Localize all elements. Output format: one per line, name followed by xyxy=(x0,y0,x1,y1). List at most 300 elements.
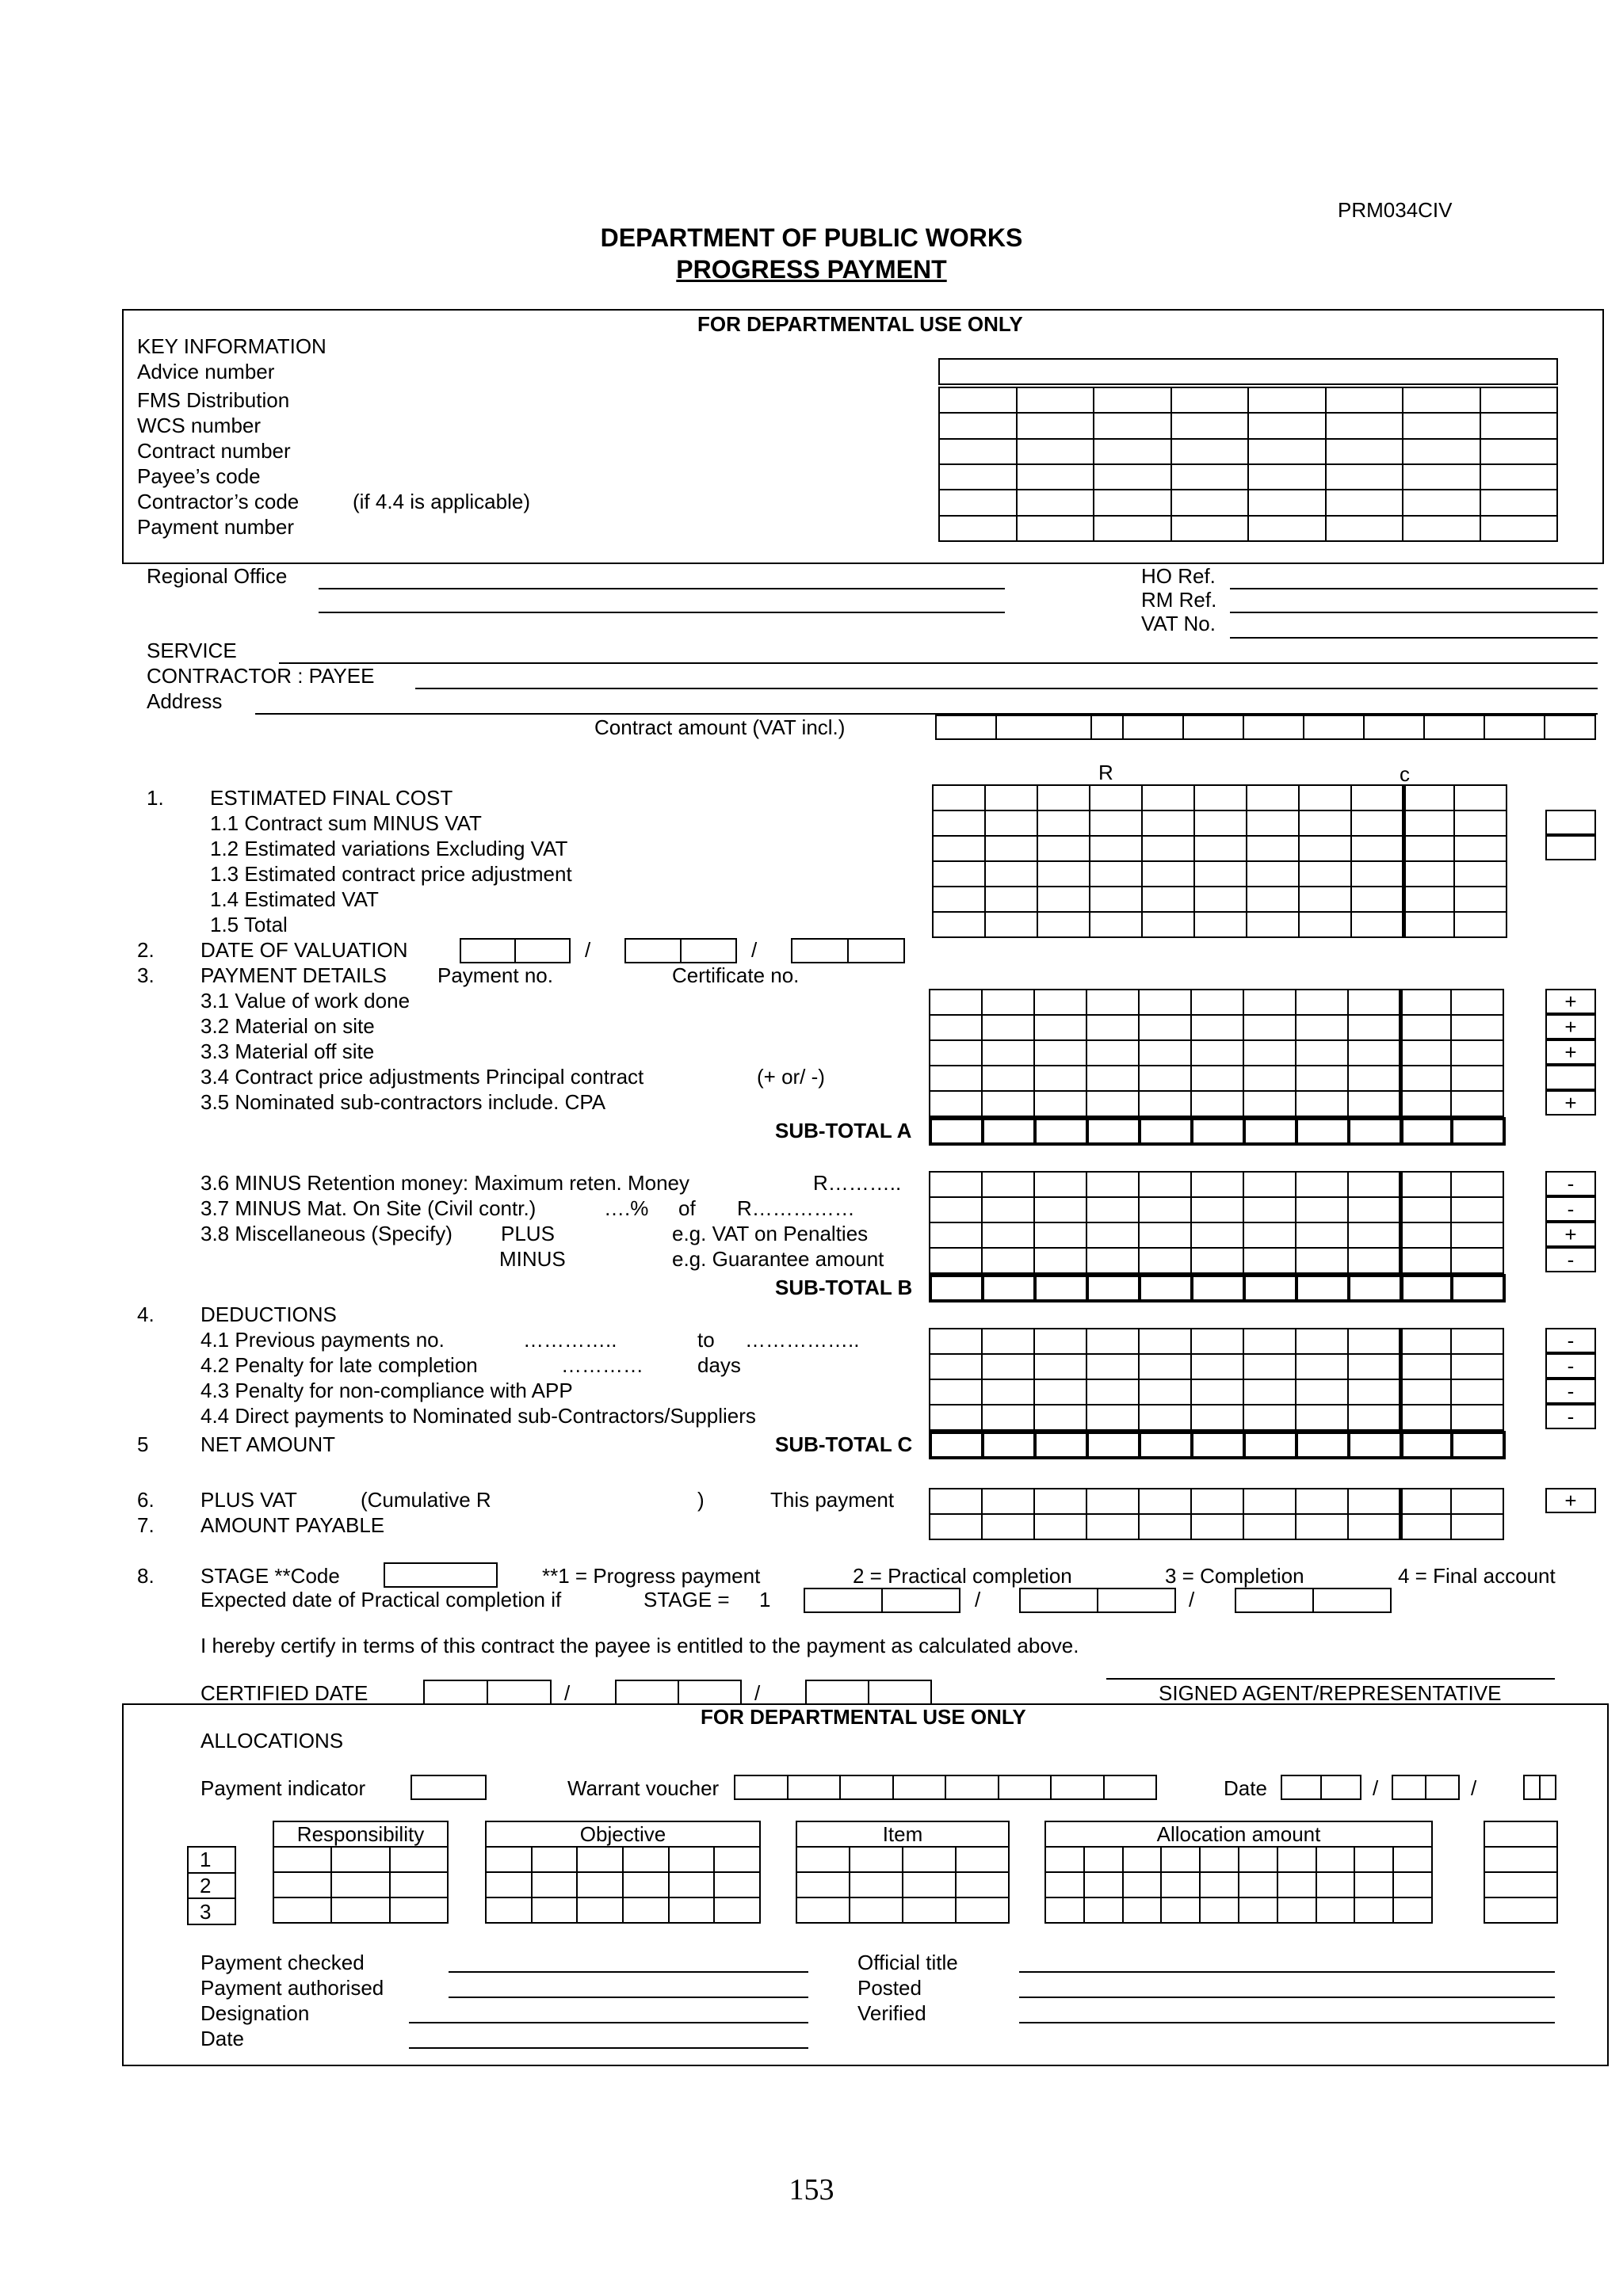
amount-cell[interactable] xyxy=(930,990,982,1015)
amount-cell[interactable] xyxy=(1034,1248,1086,1273)
allocation-cell[interactable] xyxy=(331,1872,389,1897)
amount-cell[interactable] xyxy=(1037,785,1090,810)
amount-cell[interactable] xyxy=(1452,1432,1504,1458)
amount-cell[interactable] xyxy=(1451,990,1503,1015)
allocation-cell[interactable] xyxy=(1316,1872,1355,1897)
allocation-cell[interactable] xyxy=(1161,1847,1200,1872)
amount-cell[interactable] xyxy=(930,1405,982,1430)
amount-cell[interactable] xyxy=(1243,1091,1296,1116)
allocation-cell[interactable] xyxy=(903,1847,956,1872)
amount-cell[interactable] xyxy=(1086,1329,1139,1354)
allocation-cell[interactable] xyxy=(1354,1897,1393,1923)
amount-cell[interactable] xyxy=(1451,1489,1503,1514)
amount-cell[interactable] xyxy=(1191,1248,1243,1273)
amount-cell[interactable] xyxy=(930,1119,983,1144)
amount-cell[interactable] xyxy=(1034,1514,1086,1539)
amount-cell[interactable] xyxy=(1034,990,1086,1015)
amount-cell[interactable] xyxy=(1247,810,1299,836)
amount-cell[interactable] xyxy=(933,836,985,861)
amount-cell[interactable] xyxy=(982,1248,1034,1273)
allocation-cell[interactable] xyxy=(623,1872,669,1897)
allocation-cell[interactable] xyxy=(1277,1897,1316,1923)
amount-cell[interactable] xyxy=(1451,1197,1503,1222)
amount-cell[interactable] xyxy=(1037,912,1090,937)
valuation-year-field[interactable] xyxy=(460,938,571,963)
allocation-cell[interactable] xyxy=(331,1847,389,1872)
allocation-amount-grid[interactable] xyxy=(1044,1846,1433,1924)
amount-cell[interactable] xyxy=(1191,1354,1243,1379)
amount-cell[interactable] xyxy=(1400,990,1451,1015)
amount-cell[interactable] xyxy=(1243,1514,1296,1539)
amount-cell[interactable] xyxy=(1086,1354,1139,1379)
allocation-cell[interactable] xyxy=(532,1897,578,1923)
amount-cell[interactable] xyxy=(1348,1489,1400,1514)
allocation-cell[interactable] xyxy=(390,1872,448,1897)
amount-cell[interactable] xyxy=(1451,1405,1503,1430)
amount-cell[interactable] xyxy=(982,1329,1034,1354)
amount-cell[interactable] xyxy=(1403,861,1454,887)
allocation-cell[interactable] xyxy=(669,1847,715,1872)
amount-cell[interactable] xyxy=(982,1405,1034,1430)
signature-line[interactable] xyxy=(1106,1678,1555,1680)
amount-cell[interactable] xyxy=(1348,1066,1400,1091)
amount-cell[interactable] xyxy=(1037,810,1090,836)
allocation-cell[interactable] xyxy=(390,1847,448,1872)
advice-number-field[interactable] xyxy=(938,358,1558,385)
amount-cell[interactable] xyxy=(1034,1197,1086,1222)
allocation-cell[interactable] xyxy=(903,1897,956,1923)
amount-cell[interactable] xyxy=(1191,1489,1243,1514)
certified-year-field[interactable] xyxy=(423,1680,552,1705)
amount-cell[interactable] xyxy=(1247,836,1299,861)
allocation-cell[interactable] xyxy=(331,1897,389,1923)
amount-cell[interactable] xyxy=(1401,1276,1452,1301)
amount-cell[interactable] xyxy=(1192,1276,1244,1301)
amount-cell[interactable] xyxy=(1403,785,1454,810)
amount-cell[interactable] xyxy=(1400,1248,1451,1273)
amount-cell[interactable] xyxy=(1299,810,1351,836)
amount-cell[interactable] xyxy=(1086,1489,1139,1514)
vat-no-field[interactable] xyxy=(1230,637,1598,639)
amount-cell[interactable] xyxy=(930,1222,982,1248)
amount-cell[interactable] xyxy=(1139,1354,1191,1379)
amount-cell[interactable] xyxy=(1403,887,1454,912)
amount-cell[interactable] xyxy=(1140,1276,1192,1301)
amount-cell[interactable] xyxy=(1034,1489,1086,1514)
amount-cell[interactable] xyxy=(1194,810,1247,836)
amount-cell[interactable] xyxy=(1299,861,1351,887)
amount-cell[interactable] xyxy=(1142,861,1194,887)
amount-cell[interactable] xyxy=(1451,1248,1503,1273)
amount-cell[interactable] xyxy=(1400,1489,1451,1514)
amount-cell[interactable] xyxy=(1140,1119,1192,1144)
amount-cell[interactable] xyxy=(982,1066,1034,1091)
amount-cell[interactable] xyxy=(1142,785,1194,810)
amount-cell[interactable] xyxy=(1296,1489,1348,1514)
amount-cell[interactable] xyxy=(1351,912,1403,937)
designation-field[interactable] xyxy=(409,2022,808,2023)
amount-cell[interactable] xyxy=(1194,912,1247,937)
amount-cell[interactable] xyxy=(1400,1172,1451,1197)
allocation-cell[interactable] xyxy=(850,1872,903,1897)
allocation-cell[interactable] xyxy=(1084,1847,1123,1872)
amount-cell[interactable] xyxy=(930,1276,983,1301)
extra-grid[interactable] xyxy=(1484,1846,1558,1924)
allocation-cell[interactable] xyxy=(1277,1847,1316,1872)
certified-day-field[interactable] xyxy=(805,1680,932,1705)
amount-cell[interactable] xyxy=(1451,1040,1503,1066)
allocation-cell[interactable] xyxy=(1200,1847,1239,1872)
responsibility-grid[interactable] xyxy=(273,1846,449,1924)
amount-cell[interactable] xyxy=(1086,1379,1139,1405)
amount-cell[interactable] xyxy=(1454,861,1507,887)
amount-cell[interactable] xyxy=(1451,1091,1503,1116)
amount-cell[interactable] xyxy=(985,887,1037,912)
amount-cell[interactable] xyxy=(1348,1091,1400,1116)
amount-cell[interactable] xyxy=(1454,887,1507,912)
amount-cell[interactable] xyxy=(1139,1015,1191,1040)
s4-amount-grid[interactable] xyxy=(929,1328,1504,1431)
amount-cell[interactable] xyxy=(1296,1172,1348,1197)
allocation-cell[interactable] xyxy=(1123,1847,1162,1872)
amount-cell[interactable] xyxy=(1243,1172,1296,1197)
amount-cell[interactable] xyxy=(1243,1015,1296,1040)
amount-cell[interactable] xyxy=(1296,1405,1348,1430)
amount-cell[interactable] xyxy=(1090,836,1142,861)
amount-cell[interactable] xyxy=(1400,1091,1451,1116)
amount-cell[interactable] xyxy=(1243,1040,1296,1066)
amount-cell[interactable] xyxy=(1034,1329,1086,1354)
amount-cell[interactable] xyxy=(1034,1015,1086,1040)
amount-cell[interactable] xyxy=(930,1040,982,1066)
amount-cell[interactable] xyxy=(1090,810,1142,836)
amount-cell[interactable] xyxy=(1401,1119,1452,1144)
amount-cell[interactable] xyxy=(1296,1329,1348,1354)
amount-cell[interactable] xyxy=(1139,1066,1191,1091)
allocation-cell[interactable] xyxy=(532,1847,578,1872)
amount-cell[interactable] xyxy=(1349,1119,1401,1144)
amount-cell[interactable] xyxy=(930,1197,982,1222)
amount-cell[interactable] xyxy=(1086,1197,1139,1222)
amount-cell[interactable] xyxy=(1037,887,1090,912)
s6-s7-amount-grid[interactable] xyxy=(929,1488,1504,1540)
amount-cell[interactable] xyxy=(1139,1514,1191,1539)
amount-cell[interactable] xyxy=(1451,1514,1503,1539)
amount-cell[interactable] xyxy=(1451,1354,1503,1379)
amount-cell[interactable] xyxy=(1296,1432,1349,1458)
amount-cell[interactable] xyxy=(1191,1222,1243,1248)
amount-cell[interactable] xyxy=(1454,785,1507,810)
allocation-cell[interactable] xyxy=(850,1847,903,1872)
allocation-cell[interactable] xyxy=(1393,1897,1432,1923)
allocation-cell[interactable] xyxy=(486,1872,532,1897)
amount-cell[interactable] xyxy=(1139,1091,1191,1116)
stage-code-field[interactable] xyxy=(384,1562,498,1588)
amount-cell[interactable] xyxy=(1086,1405,1139,1430)
amount-cell[interactable] xyxy=(985,861,1037,887)
allocation-cell[interactable] xyxy=(1316,1897,1355,1923)
amount-cell[interactable] xyxy=(1191,1066,1243,1091)
expected-year-field[interactable] xyxy=(804,1588,960,1613)
allocation-cell[interactable] xyxy=(956,1872,1009,1897)
amount-cell[interactable] xyxy=(985,836,1037,861)
amount-cell[interactable] xyxy=(1243,1248,1296,1273)
subtotal-c-grid[interactable] xyxy=(929,1431,1506,1459)
amount-cell[interactable] xyxy=(1296,1091,1348,1116)
amount-cell[interactable] xyxy=(1400,1379,1451,1405)
amount-cell[interactable] xyxy=(1243,1197,1296,1222)
rm-ref-field[interactable] xyxy=(1230,612,1598,613)
amount-cell[interactable] xyxy=(1037,861,1090,887)
allocation-cell[interactable] xyxy=(1393,1847,1432,1872)
amount-cell[interactable] xyxy=(1139,1197,1191,1222)
amount-cell[interactable] xyxy=(1348,1248,1400,1273)
amount-cell[interactable] xyxy=(983,1119,1035,1144)
amount-cell[interactable] xyxy=(1296,1066,1348,1091)
allocation-cell[interactable] xyxy=(577,1847,623,1872)
amount-cell[interactable] xyxy=(930,1172,982,1197)
amount-cell[interactable] xyxy=(1351,810,1403,836)
amount-cell[interactable] xyxy=(1400,1405,1451,1430)
amount-cell[interactable] xyxy=(1243,990,1296,1015)
allocation-cell[interactable] xyxy=(1045,1872,1084,1897)
s3b-amount-grid[interactable] xyxy=(929,1171,1504,1274)
amount-cell[interactable] xyxy=(1194,861,1247,887)
amount-cell[interactable] xyxy=(1351,861,1403,887)
amount-cell[interactable] xyxy=(1035,1119,1087,1144)
amount-cell[interactable] xyxy=(1090,887,1142,912)
amount-cell[interactable] xyxy=(930,1066,982,1091)
amount-cell[interactable] xyxy=(1086,1091,1139,1116)
amount-cell[interactable] xyxy=(930,1432,983,1458)
amount-cell[interactable] xyxy=(982,1091,1034,1116)
amount-cell[interactable] xyxy=(1139,1248,1191,1273)
allocation-cell[interactable] xyxy=(714,1872,760,1897)
allocation-cell[interactable] xyxy=(1045,1897,1084,1923)
certified-month-field[interactable] xyxy=(615,1680,742,1705)
amount-cell[interactable] xyxy=(1348,1040,1400,1066)
amount-cell[interactable] xyxy=(1243,1405,1296,1430)
allocation-cell[interactable] xyxy=(273,1872,331,1897)
amount-cell[interactable] xyxy=(982,990,1034,1015)
amount-cell[interactable] xyxy=(1139,1040,1191,1066)
allocation-cell[interactable] xyxy=(796,1872,850,1897)
amount-cell[interactable] xyxy=(1400,1015,1451,1040)
amount-cell[interactable] xyxy=(1243,1329,1296,1354)
amount-cell[interactable] xyxy=(982,1040,1034,1066)
allocation-cell[interactable] xyxy=(1239,1847,1277,1872)
amount-cell[interactable] xyxy=(930,1329,982,1354)
allocation-cell[interactable] xyxy=(669,1897,715,1923)
allocation-cell[interactable] xyxy=(1277,1872,1316,1897)
amount-cell[interactable] xyxy=(985,785,1037,810)
amount-cell[interactable] xyxy=(1296,1222,1348,1248)
amount-cell[interactable] xyxy=(1348,1015,1400,1040)
amount-cell[interactable] xyxy=(982,1172,1034,1197)
valuation-day-field[interactable] xyxy=(791,938,905,963)
amount-cell[interactable] xyxy=(1403,912,1454,937)
payment-authorised-field[interactable] xyxy=(449,1997,808,1998)
amount-cell[interactable] xyxy=(1086,1248,1139,1273)
amount-cell[interactable] xyxy=(1086,1222,1139,1248)
amount-cell[interactable] xyxy=(1299,887,1351,912)
amount-cell[interactable] xyxy=(1400,1066,1451,1091)
amount-cell[interactable] xyxy=(1348,1222,1400,1248)
contractor-payee-field[interactable] xyxy=(415,688,1598,689)
amount-cell[interactable] xyxy=(1451,1222,1503,1248)
amount-cell[interactable] xyxy=(1035,1276,1087,1301)
amount-cell[interactable] xyxy=(1191,1329,1243,1354)
amount-cell[interactable] xyxy=(933,861,985,887)
amount-cell[interactable] xyxy=(982,1489,1034,1514)
allocation-cell[interactable] xyxy=(796,1897,850,1923)
amount-cell[interactable] xyxy=(1034,1222,1086,1248)
amount-cell[interactable] xyxy=(1247,912,1299,937)
allocation-cell[interactable] xyxy=(1045,1847,1084,1872)
allocation-cell[interactable] xyxy=(390,1897,448,1923)
amount-cell[interactable] xyxy=(1348,1354,1400,1379)
amount-cell[interactable] xyxy=(1140,1432,1192,1458)
amount-cell[interactable] xyxy=(930,1015,982,1040)
alloc-day-field[interactable] xyxy=(1523,1775,1556,1800)
amount-cell[interactable] xyxy=(1087,1276,1140,1301)
allocation-cell[interactable] xyxy=(714,1897,760,1923)
allocation-cell[interactable] xyxy=(273,1847,331,1872)
subtotal-a-grid[interactable] xyxy=(929,1117,1506,1146)
allocation-cell[interactable] xyxy=(486,1847,532,1872)
amount-cell[interactable] xyxy=(1400,1040,1451,1066)
amount-cell[interactable] xyxy=(1452,1276,1504,1301)
amount-cell[interactable] xyxy=(933,887,985,912)
allocation-cell[interactable] xyxy=(1084,1897,1123,1923)
amount-cell[interactable] xyxy=(1296,1015,1348,1040)
amount-cell[interactable] xyxy=(930,1379,982,1405)
amount-cell[interactable] xyxy=(1243,1354,1296,1379)
allocation-cell[interactable] xyxy=(532,1872,578,1897)
allocation-cell[interactable] xyxy=(1484,1847,1557,1872)
amount-cell[interactable] xyxy=(1086,1066,1139,1091)
amount-cell[interactable] xyxy=(1194,785,1247,810)
alloc-month-field[interactable] xyxy=(1392,1775,1460,1800)
amount-cell[interactable] xyxy=(1351,785,1403,810)
alloc-year-field[interactable] xyxy=(1281,1775,1361,1800)
amount-cell[interactable] xyxy=(1296,1379,1348,1405)
amount-cell[interactable] xyxy=(1194,887,1247,912)
allocation-cell[interactable] xyxy=(1239,1897,1277,1923)
amount-cell[interactable] xyxy=(1192,1119,1244,1144)
allocation-cell[interactable] xyxy=(956,1897,1009,1923)
amount-cell[interactable] xyxy=(1086,1514,1139,1539)
amount-cell[interactable] xyxy=(1090,861,1142,887)
amount-cell[interactable] xyxy=(1191,1197,1243,1222)
allocation-cell[interactable] xyxy=(1484,1897,1557,1923)
allocation-cell[interactable] xyxy=(1084,1872,1123,1897)
amount-cell[interactable] xyxy=(1349,1432,1401,1458)
amount-cell[interactable] xyxy=(1191,1040,1243,1066)
allocation-cell[interactable] xyxy=(623,1847,669,1872)
amount-cell[interactable] xyxy=(1299,785,1351,810)
amount-cell[interactable] xyxy=(1401,1432,1452,1458)
amount-cell[interactable] xyxy=(1348,1329,1400,1354)
regional-office-line-1[interactable] xyxy=(319,588,1005,589)
objective-grid[interactable] xyxy=(485,1846,761,1924)
allocation-cell[interactable] xyxy=(1316,1847,1355,1872)
amount-cell[interactable] xyxy=(1034,1405,1086,1430)
contract-amount-grid[interactable] xyxy=(935,715,1596,740)
amount-cell[interactable] xyxy=(1034,1379,1086,1405)
allocation-cell[interactable] xyxy=(850,1897,903,1923)
amount-cell[interactable] xyxy=(982,1379,1034,1405)
amount-cell[interactable] xyxy=(1403,836,1454,861)
amount-cell[interactable] xyxy=(1243,1379,1296,1405)
amount-cell[interactable] xyxy=(1451,1066,1503,1091)
amount-cell[interactable] xyxy=(1139,990,1191,1015)
amount-cell[interactable] xyxy=(1139,1222,1191,1248)
amount-cell[interactable] xyxy=(1400,1329,1451,1354)
amount-cell[interactable] xyxy=(930,1354,982,1379)
amount-cell[interactable] xyxy=(1086,990,1139,1015)
allocation-cell[interactable] xyxy=(577,1897,623,1923)
amount-cell[interactable] xyxy=(1034,1354,1086,1379)
amount-cell[interactable] xyxy=(1191,1091,1243,1116)
amount-cell[interactable] xyxy=(1296,1354,1348,1379)
amount-cell[interactable] xyxy=(1087,1119,1140,1144)
amount-cell[interactable] xyxy=(1086,1172,1139,1197)
amount-cell[interactable] xyxy=(1191,990,1243,1015)
amount-cell[interactable] xyxy=(1191,1379,1243,1405)
amount-cell[interactable] xyxy=(1299,912,1351,937)
amount-cell[interactable] xyxy=(1243,1489,1296,1514)
amount-cell[interactable] xyxy=(930,1248,982,1273)
amount-cell[interactable] xyxy=(1348,1379,1400,1405)
warrant-voucher-field[interactable] xyxy=(734,1775,1157,1800)
amount-cell[interactable] xyxy=(983,1432,1035,1458)
allocation-cell[interactable] xyxy=(1354,1872,1393,1897)
amount-cell[interactable] xyxy=(1243,1066,1296,1091)
amount-cell[interactable] xyxy=(1192,1432,1244,1458)
amount-cell[interactable] xyxy=(1191,1172,1243,1197)
allocation-cell[interactable] xyxy=(1161,1897,1200,1923)
subtotal-b-grid[interactable] xyxy=(929,1274,1506,1302)
footer-date-field[interactable] xyxy=(409,2047,808,2049)
expected-month-field[interactable] xyxy=(1019,1588,1176,1613)
amount-cell[interactable] xyxy=(1349,1276,1401,1301)
amount-cell[interactable] xyxy=(1351,836,1403,861)
allocation-cell[interactable] xyxy=(486,1897,532,1923)
amount-cell[interactable] xyxy=(982,1222,1034,1248)
amount-cell[interactable] xyxy=(1348,1514,1400,1539)
amount-cell[interactable] xyxy=(1142,836,1194,861)
amount-cell[interactable] xyxy=(1452,1119,1504,1144)
amount-cell[interactable] xyxy=(1090,912,1142,937)
allocation-cell[interactable] xyxy=(1200,1872,1239,1897)
amount-cell[interactable] xyxy=(1451,1329,1503,1354)
amount-cell[interactable] xyxy=(1296,1276,1349,1301)
amount-cell[interactable] xyxy=(1403,810,1454,836)
official-title-field[interactable] xyxy=(1019,1971,1555,1973)
amount-cell[interactable] xyxy=(1191,1015,1243,1040)
amount-cell[interactable] xyxy=(933,912,985,937)
amount-cell[interactable] xyxy=(1090,785,1142,810)
amount-cell[interactable] xyxy=(982,1354,1034,1379)
amount-cell[interactable] xyxy=(1139,1172,1191,1197)
amount-cell[interactable] xyxy=(1142,810,1194,836)
amount-cell[interactable] xyxy=(1451,1379,1503,1405)
amount-cell[interactable] xyxy=(1035,1432,1087,1458)
valuation-month-field[interactable] xyxy=(624,938,737,963)
allocation-cell[interactable] xyxy=(714,1847,760,1872)
amount-cell[interactable] xyxy=(1191,1405,1243,1430)
